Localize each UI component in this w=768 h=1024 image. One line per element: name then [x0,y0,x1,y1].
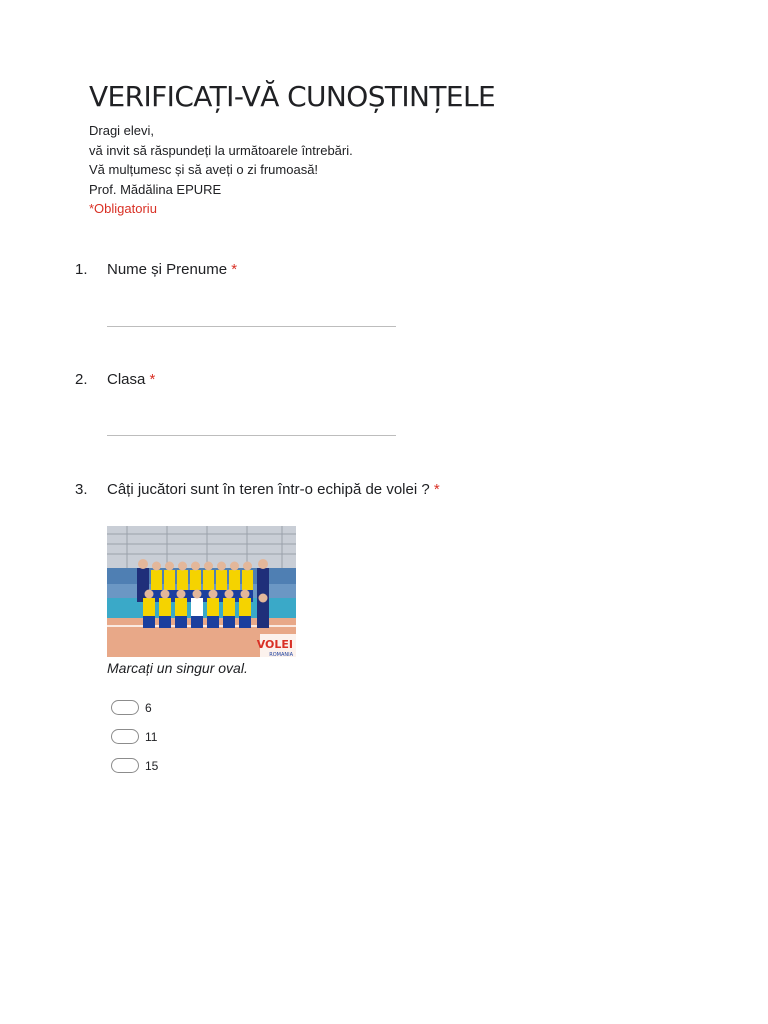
required-star: * [433,481,440,498]
option-11[interactable] [111,729,157,744]
name-answer-field[interactable] [107,326,396,327]
question-text: Nume și Prenume [107,261,228,278]
question-text: Clasa [107,371,146,388]
logo-text: VOLEI [256,638,293,651]
radio-oval[interactable] [111,729,139,744]
description-line: Vă mulțumesc și să aveți o zi frumoasă! [89,162,319,177]
question-number: 2. [75,371,88,388]
question-number: 3. [75,481,88,498]
description-line: Prof. Mădălina EPURE [89,181,222,197]
required-star: * [149,371,156,388]
question-3-label [75,481,440,498]
question-1-label [75,261,237,278]
option-15[interactable] [111,758,158,773]
option-label: 11 [145,729,158,744]
question-number: 1. [75,261,88,278]
required-note: *Obligatoriu [89,201,157,216]
radio-oval[interactable] [111,700,139,715]
description-line: vă invit să răspundeți la următoarele întrebări. [89,142,353,158]
class-answer-field[interactable] [107,435,396,436]
question-2-label [75,371,155,388]
question-text: Câți jucători sunt în teren într-o echipă de volei ? [107,481,430,498]
option-label: 6 [145,700,152,715]
option-label: 15 [145,758,159,773]
question-hint: Marcați un singur oval. [107,660,248,676]
form-description [89,121,353,219]
radio-oval[interactable] [111,758,139,773]
volleyball-team-photo [107,526,296,657]
logo-subtext: ROMANIA [269,652,293,657]
option-6[interactable] [111,700,152,715]
form-title: VERIFICAȚI-VĂ CUNOȘTINȚELE [89,80,496,113]
description-line: Dragi elevi, [89,123,155,138]
required-star: * [231,261,238,278]
